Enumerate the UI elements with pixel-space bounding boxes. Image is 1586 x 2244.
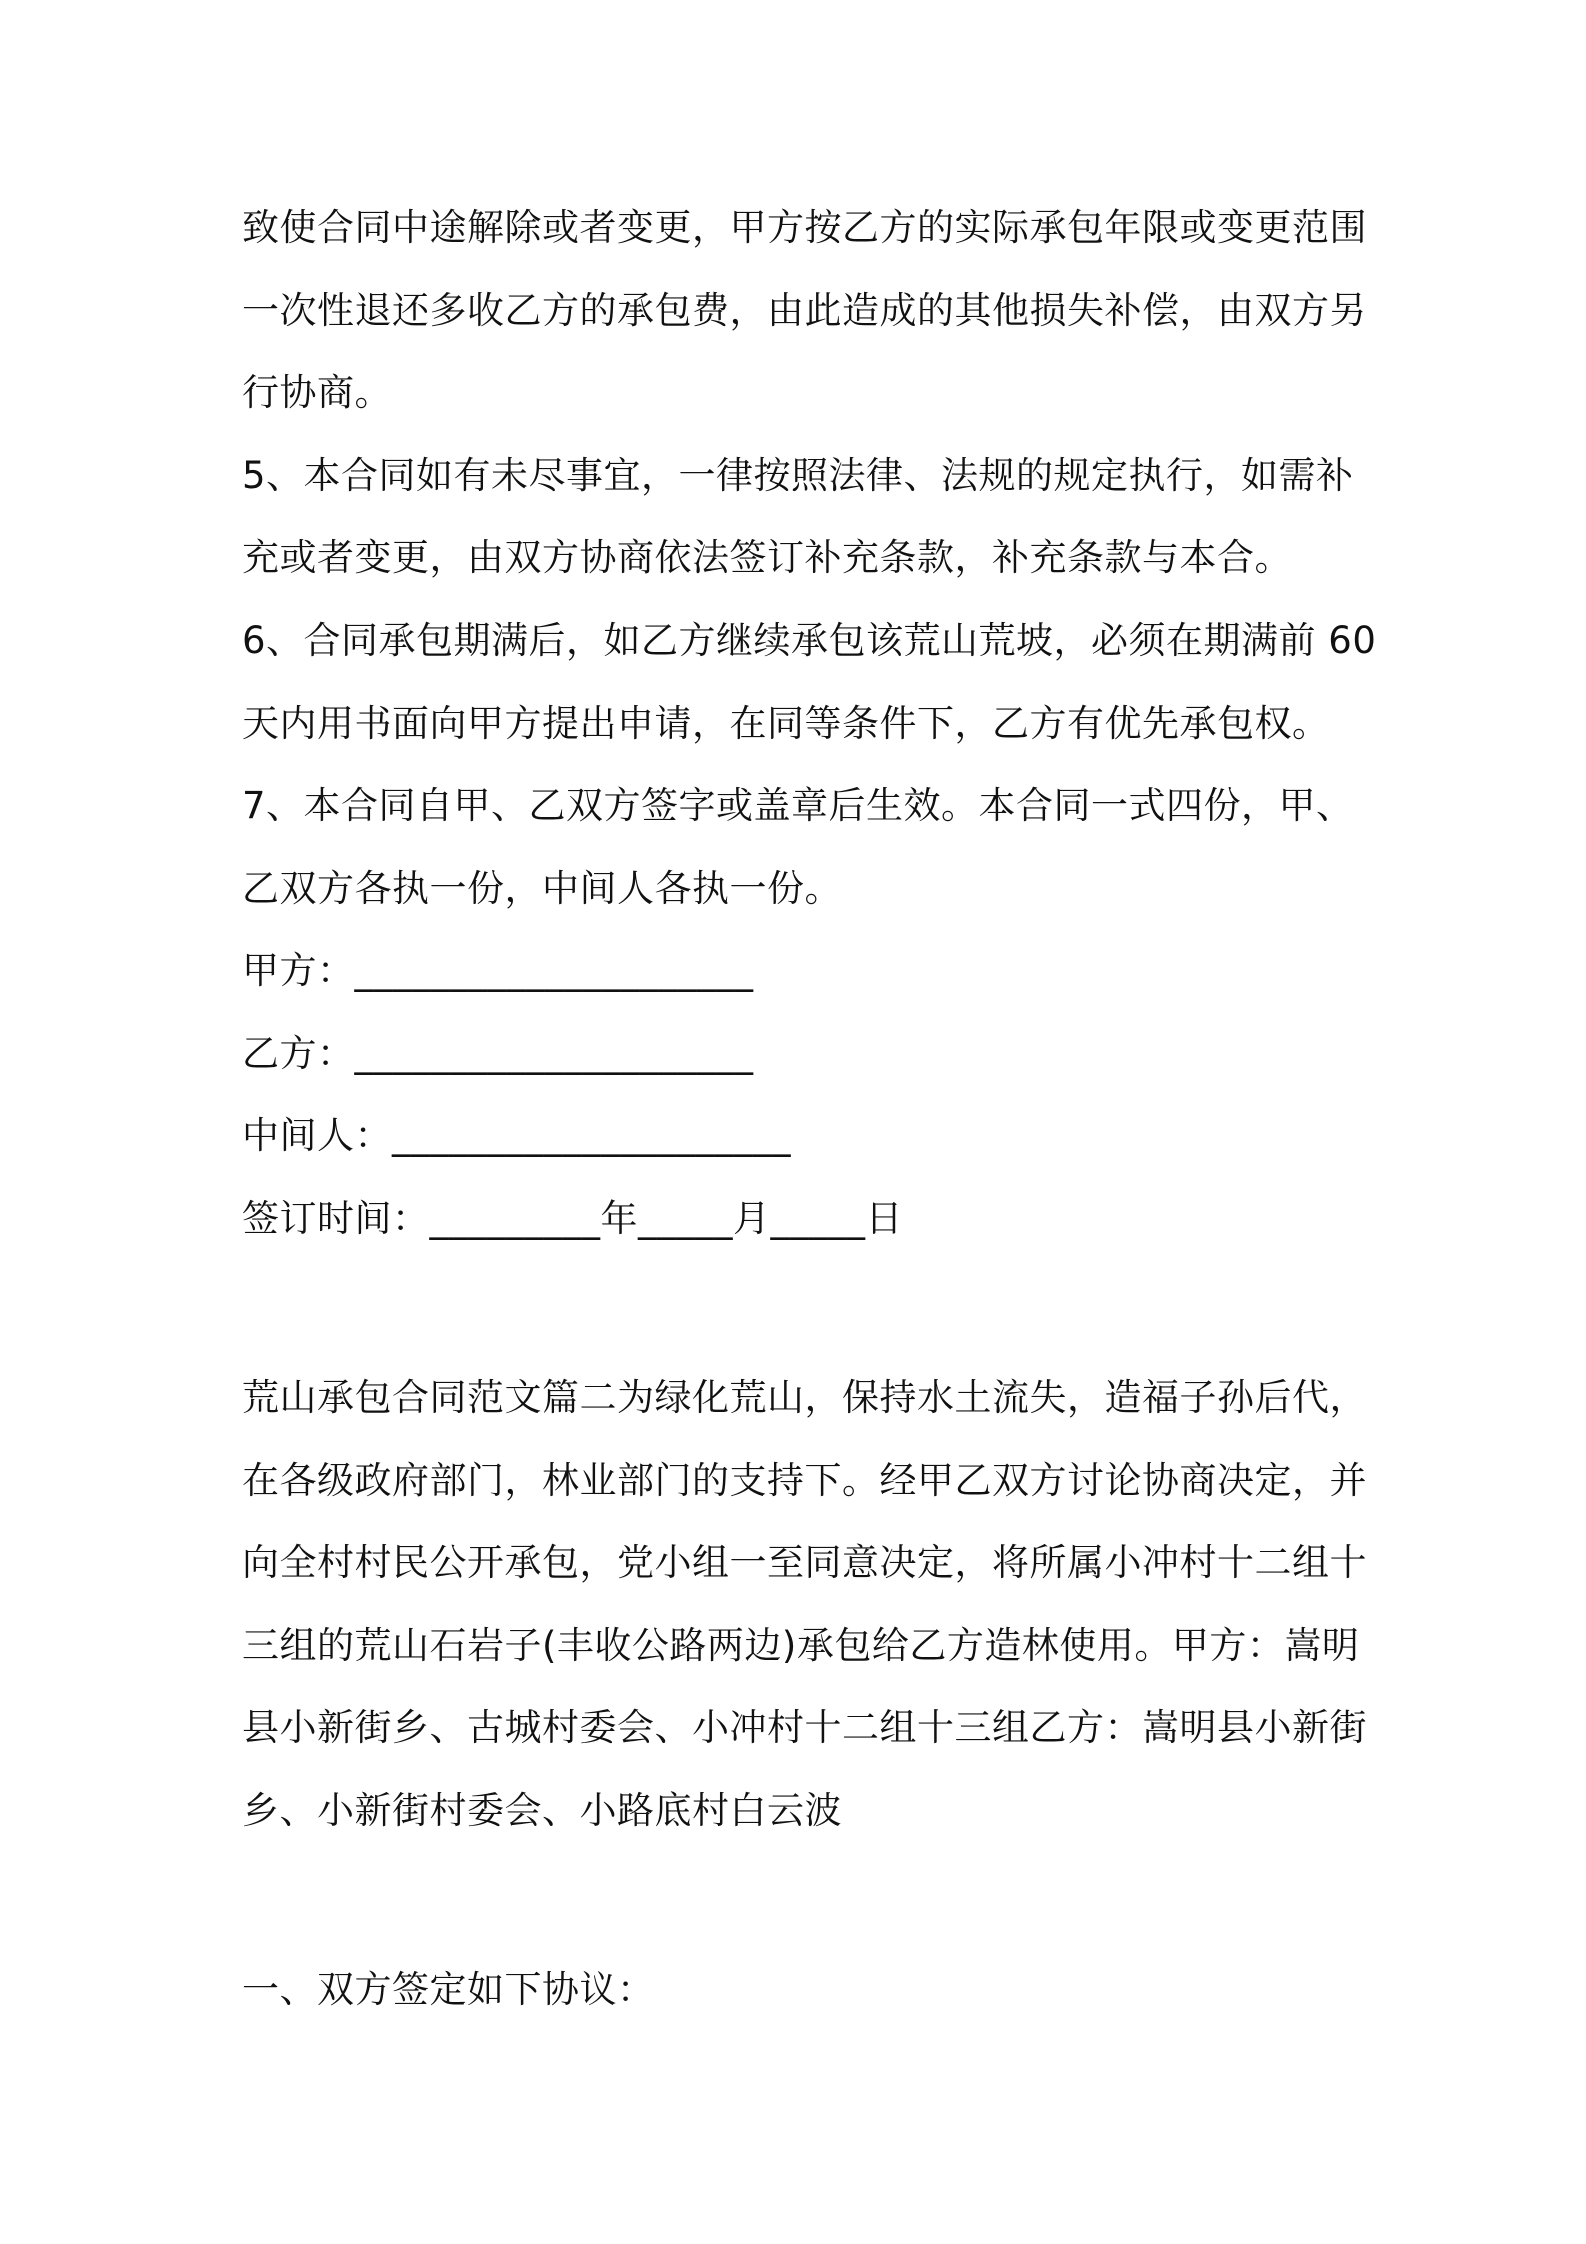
intermediary-signature-line: 中间人：_____________________ — [242, 1114, 791, 1157]
sample-two-paragraph-line: 在各级政府部门，林业部门的支持下。经甲乙双方讨论协商决定，并 — [242, 1459, 1367, 1502]
section-heading: 一、双方签定如下协议： — [242, 1968, 655, 2011]
clause-6-line: 6、合同承包期满后，如乙方继续承包该荒山荒坡，必须在期满前 60 — [242, 619, 1377, 662]
sample-two-paragraph-line: 乡、小新街村委会、小路底村白云波 — [242, 1789, 842, 1832]
sample-two-paragraph-line: 县小新街乡、古城村委会、小冲村十二组十三组乙方：嵩明县小新街 — [242, 1706, 1367, 1749]
paragraph-line: 一次性退还多收乙方的承包费，由此造成的其他损失补偿，由双方另 — [242, 289, 1367, 332]
signing-date-line: 签订时间：_________年_____月_____日 — [242, 1197, 903, 1240]
clause-7-line: 乙双方各执一份，中间人各执一份。 — [242, 867, 842, 910]
paragraph-line: 致使合同中途解除或者变更，甲方按乙方的实际承包年限或变更范围 — [242, 206, 1367, 249]
sample-two-paragraph-line: 荒山承包合同范文篇二为绿化荒山，保持水土流失，造福子孙后代， — [242, 1376, 1367, 1419]
sample-two-paragraph-line: 三组的荒山石岩子(丰收公路两边)承包给乙方造林使用。甲方：嵩明 — [242, 1624, 1360, 1667]
clause-6-line: 天内用书面向甲方提出申请，在同等条件下，乙方有优先承包权。 — [242, 702, 1330, 745]
party-a-signature-line: 甲方：_____________________ — [242, 949, 754, 992]
clause-5-line: 充或者变更，由双方协商依法签订补充条款，补充条款与本合。 — [242, 536, 1292, 579]
clause-7-line: 7、本合同自甲、乙双方签字或盖章后生效。本合同一式四份，甲、 — [242, 784, 1354, 827]
party-b-signature-line: 乙方：_____________________ — [242, 1032, 754, 1075]
sample-two-paragraph-line: 向全村村民公开承包，党小组一至同意决定，将所属小冲村十二组十 — [242, 1541, 1367, 1584]
paragraph-line: 行协商。 — [242, 371, 392, 414]
clause-5-line: 5、本合同如有未尽事宜，一律按照法律、法规的规定执行，如需补 — [242, 454, 1354, 497]
